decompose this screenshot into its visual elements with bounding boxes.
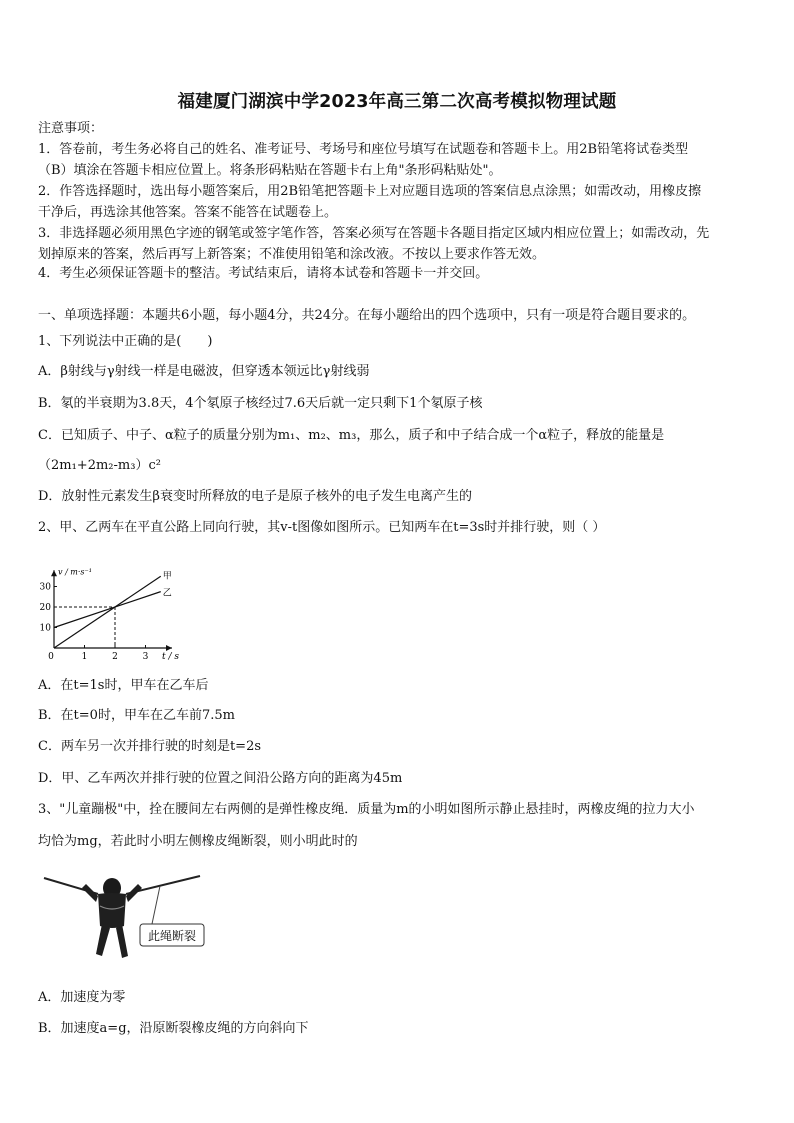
notice-line: 划掉原来的答案，然后再写上新答案；不准使用铅笔和涂改液。不按以上要求作答无效。 bbox=[38, 247, 546, 262]
series-label-2: 乙 bbox=[162, 588, 172, 599]
y-tick-label: 20 bbox=[40, 603, 51, 613]
question-3-stem-cont: 均恰为mg，若此时小明左侧橡皮绳断裂，则小明此时的 bbox=[38, 834, 358, 849]
question-2-option-d: D．甲、乙车两次并排行驶的位置之间沿公路方向的距离为45m bbox=[38, 771, 403, 786]
question-2-stem: 2、甲、乙两车在平直公路上同向行驶，其v-t图像如图所示。已知两车在t=3s时并排行驶，则（ ） bbox=[38, 520, 606, 535]
question-1-option-b: B．氡的半衰期为3.8天，4个氡原子核经过7.6天后就一定只剩下1个氡原子核 bbox=[38, 396, 483, 411]
x-axis-label: t / s bbox=[162, 652, 179, 660]
question-1-option-a: A．β射线与γ射线一样是电磁波，但穿透本领远比γ射线弱 bbox=[38, 364, 370, 379]
y-axis-label: v / m·s⁻¹ bbox=[58, 567, 92, 577]
question-3-option-b: B．加速度a=g，沿原断裂橡皮绳的方向斜向下 bbox=[38, 1021, 309, 1036]
notice-line: 4．考生必须保证答题卡的整洁。考试结束后，请将本试卷和答题卡一并交回。 bbox=[38, 266, 489, 281]
x-tick-label: 0 bbox=[48, 652, 54, 660]
x-tick-label: 2 bbox=[112, 652, 118, 660]
question-3-stem: 3、"儿童蹦极"中，拴在腰间左右两侧的是弹性橡皮绳．质量为m的小明如图所示静止悬挂时，两橡皮绳的拉力大小 bbox=[38, 802, 695, 817]
page-title: 福建厦门湖滨中学2023年高三第二次高考模拟物理试题 bbox=[177, 92, 617, 112]
question-1-option-c-formula: （2m₁+2m₂-m₃）c² bbox=[38, 458, 161, 473]
x-axis-arrow bbox=[166, 645, 172, 651]
notice-line: 干净后，再选涂其他答案。答案不能答在试题卷上。 bbox=[38, 205, 338, 220]
question-1-option-d: D．放射性元素发生β衰变时所释放的电子是原子核外的电子发生电离产生的 bbox=[38, 489, 472, 504]
series-line-2 bbox=[54, 592, 161, 628]
question-1-stem: 1、下列说法中正确的是( ) bbox=[38, 334, 213, 349]
bungee-figure bbox=[40, 866, 220, 976]
notice-line: 1．答卷前，考生务必将自己的姓名、准考证号、考场号和座位号填写在试题卷和答题卡上。用2B铅笔将试卷类型 bbox=[38, 142, 689, 157]
vt-graph bbox=[40, 548, 190, 660]
y-tick-label: 10 bbox=[40, 623, 51, 634]
x-tick-label: 3 bbox=[142, 652, 149, 660]
question-3-option-a: A．加速度为零 bbox=[38, 990, 126, 1005]
notice-heading: 注意事项： bbox=[38, 121, 104, 136]
notice-line: （B）填涂在答题卡相应位置上。将条形码粘贴在答题卡右上角"条形码粘贴处"。 bbox=[38, 163, 502, 178]
question-2-option-b: B．在t=0时，甲车在乙车前7.5m bbox=[38, 708, 235, 723]
question-1-option-c: C．已知质子、中子、α粒子的质量分别为m₁、m₂、m₃，那么，质子和中子结合成一个α粒子，释放的能量是 bbox=[38, 428, 665, 443]
x-tick-label: 1 bbox=[81, 652, 88, 660]
y-tick-label: 30 bbox=[40, 582, 51, 593]
question-2-option-a: A．在t=1s时，甲车在乙车后 bbox=[38, 678, 209, 693]
question-2-option-c: C．两车另一次并排行驶的时刻是t=2s bbox=[38, 739, 262, 754]
section-heading: 一、单项选择题：本题共6小题，每小题4分，共24分。在每小题给出的四个选项中，只有一项是符合题目要求的。 bbox=[38, 308, 696, 323]
series-label-1: 甲 bbox=[162, 571, 172, 582]
notice-line: 2．作答选择题时，选出每小题答案后，用2B铅笔把答题卡上对应题目选项的答案信息点涂黑；如需改动，用橡皮擦 bbox=[38, 184, 702, 199]
notice-line: 3．非选择题必须用黑色字迹的钢笔或签字笔作答，答案必须写在答题卡各题目指定区域内相应位置上；如需改动，先 bbox=[38, 226, 710, 241]
figure-label: 此绳断裂 bbox=[147, 929, 197, 943]
y-axis-arrow bbox=[51, 570, 57, 576]
series-line-1 bbox=[54, 576, 161, 648]
